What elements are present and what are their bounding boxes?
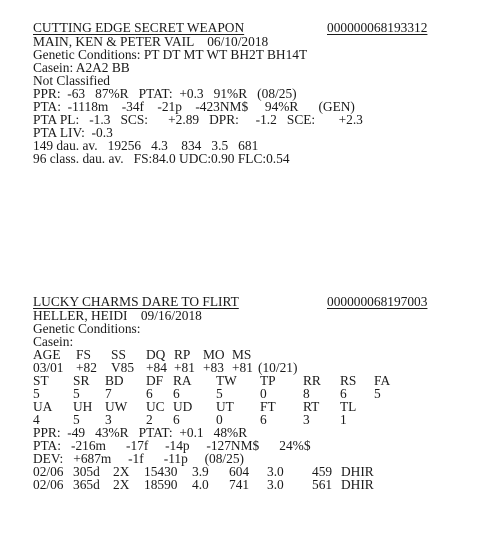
trait-row: [33, 400, 453, 413]
lactation-cell: 02/06: [33, 464, 64, 479]
lactation-row: [33, 478, 453, 491]
trait-cell: UD: [173, 399, 193, 414]
lactation-cell: 741: [229, 477, 250, 492]
daughters-average-line: 149 dau. av. 19256 4.3 834 3.5 681: [33, 138, 259, 153]
trait-cell: (10/21): [258, 360, 298, 375]
trait-cell: V85: [111, 360, 135, 375]
lactation-cell: 365d: [73, 477, 100, 492]
trait-cell: MS: [232, 347, 252, 362]
trait-cell: FT: [260, 399, 276, 414]
trait-cell: 0: [260, 386, 267, 401]
trait-cell: 5: [216, 386, 223, 401]
trait-table: [33, 348, 453, 426]
lactation-table: [33, 465, 453, 491]
lactation-cell: 561: [312, 477, 333, 492]
owner-name: HELLER, HEIDI: [33, 308, 128, 323]
lactation-cell: 305d: [73, 464, 100, 479]
trait-cell: RP: [174, 347, 191, 362]
trait-cell: UW: [105, 399, 128, 414]
trait-row: [33, 413, 453, 426]
trait-cell: RR: [303, 373, 321, 388]
lactation-cell: 2X: [113, 477, 130, 492]
lactation-cell: 459: [312, 464, 333, 479]
genetic-conditions: Genetic Conditions:: [33, 321, 141, 336]
lactation-cell: 02/06: [33, 477, 64, 492]
trait-cell: MO: [203, 347, 225, 362]
trait-cell: 7: [105, 386, 112, 401]
lactation-cell: 3.9: [192, 464, 209, 479]
pta-liv-line: PTA LIV: -0.3: [33, 125, 113, 140]
lactation-cell: DHIR: [341, 477, 374, 492]
trait-cell: RS: [340, 373, 357, 388]
trait-row: [33, 374, 453, 387]
trait-cell: +83: [203, 360, 224, 375]
trait-cell: FS: [76, 347, 91, 362]
trait-cell: 6: [260, 412, 267, 427]
trait-cell: TP: [260, 373, 276, 388]
trait-cell: TW: [216, 373, 237, 388]
lactation-cell: DHIR: [341, 464, 374, 479]
record-2: [33, 295, 453, 491]
casein: Casein: A2A2 BB: [33, 60, 130, 75]
trait-cell: 3: [105, 412, 112, 427]
trait-cell: 0: [216, 412, 223, 427]
genetic-conditions: Genetic Conditions: PT DT MT WT BH2T BH14T: [33, 47, 308, 62]
trait-row: [33, 387, 453, 400]
trait-cell: SR: [73, 373, 90, 388]
lactation-cell: 2X: [113, 464, 130, 479]
trait-cell: 03/01: [33, 360, 64, 375]
lactation-cell: 15430: [144, 464, 178, 479]
trait-cell: UA: [33, 399, 53, 414]
trait-cell: RA: [173, 373, 192, 388]
ppr-line: PPR: -63 87%R PTAT: +0.3 91%R (08/25): [33, 86, 297, 101]
record-date: 06/10/2018: [207, 34, 269, 49]
lactation-cell: 3.0: [267, 464, 284, 479]
animal-name: CUTTING EDGE SECRET WEAPON: [33, 20, 245, 35]
trait-cell: UT: [216, 399, 234, 414]
trait-cell: 5: [374, 386, 381, 401]
trait-cell: BD: [105, 373, 124, 388]
trait-cell: +81: [232, 360, 253, 375]
trait-cell: RT: [303, 399, 320, 414]
pta-pl-line: PTA PL: -1.3 SCS: +2.89 DPR: -1.2 SCE: +2.3: [33, 112, 363, 127]
trait-cell: UH: [73, 399, 93, 414]
trait-cell: 6: [146, 386, 153, 401]
lactation-cell: 4.0: [192, 477, 209, 492]
record-header: [33, 295, 453, 309]
trait-cell: +81: [174, 360, 195, 375]
trait-cell: 5: [73, 412, 80, 427]
trait-cell: TL: [340, 399, 357, 414]
ppr-line: PPR: -49 43%R PTAT: +0.1 48%R: [33, 425, 248, 440]
trait-cell: 5: [33, 386, 40, 401]
trait-cell: DF: [146, 373, 164, 388]
trait-cell: 5: [73, 386, 80, 401]
lactation-cell: 604: [229, 464, 250, 479]
trait-cell: 2: [146, 412, 153, 427]
classification: Not Classified: [33, 73, 110, 88]
record-header: [33, 21, 453, 35]
classified-daughters-line: 96 class. dau. av. FS:84.0 UDC:0.90 FLC:0.54: [33, 151, 290, 166]
registration-number: 000000068197003: [327, 294, 428, 309]
record-date: 09/16/2018: [140, 308, 202, 323]
trait-row: [33, 361, 453, 374]
trait-cell: FA: [374, 373, 391, 388]
trait-cell: +84: [146, 360, 167, 375]
trait-cell: 1: [340, 412, 347, 427]
trait-cell: DQ: [146, 347, 166, 362]
trait-cell: AGE: [33, 347, 61, 362]
pta-line: PTA: -216m -17f -14p -127NM$ 24%$: [33, 438, 311, 453]
trait-cell: 6: [173, 412, 180, 427]
trait-cell: +82: [76, 360, 97, 375]
lactation-cell: 3.0: [267, 477, 284, 492]
animal-name: LUCKY CHARMS DARE TO FLIRT: [33, 294, 239, 309]
record-1: [33, 21, 453, 165]
dev-line: DEV: +687m -1f -11p (08/25): [33, 451, 244, 466]
trait-cell: 8: [303, 386, 310, 401]
casein: Casein:: [33, 334, 74, 349]
lactation-cell: 18590: [144, 477, 178, 492]
trait-cell: 3: [303, 412, 310, 427]
trait-cell: UC: [146, 399, 165, 414]
owner-name: MAIN, KEN & PETER VAIL: [33, 34, 194, 49]
trait-cell: 6: [340, 386, 347, 401]
trait-cell: ST: [33, 373, 49, 388]
pta-line: PTA: -1118m -34f -21p -423NM$ 94%R (GEN): [33, 99, 355, 114]
registration-number: 000000068193312: [327, 20, 428, 35]
trait-cell: 4: [33, 412, 40, 427]
trait-cell: SS: [111, 347, 126, 362]
trait-cell: 6: [173, 386, 180, 401]
